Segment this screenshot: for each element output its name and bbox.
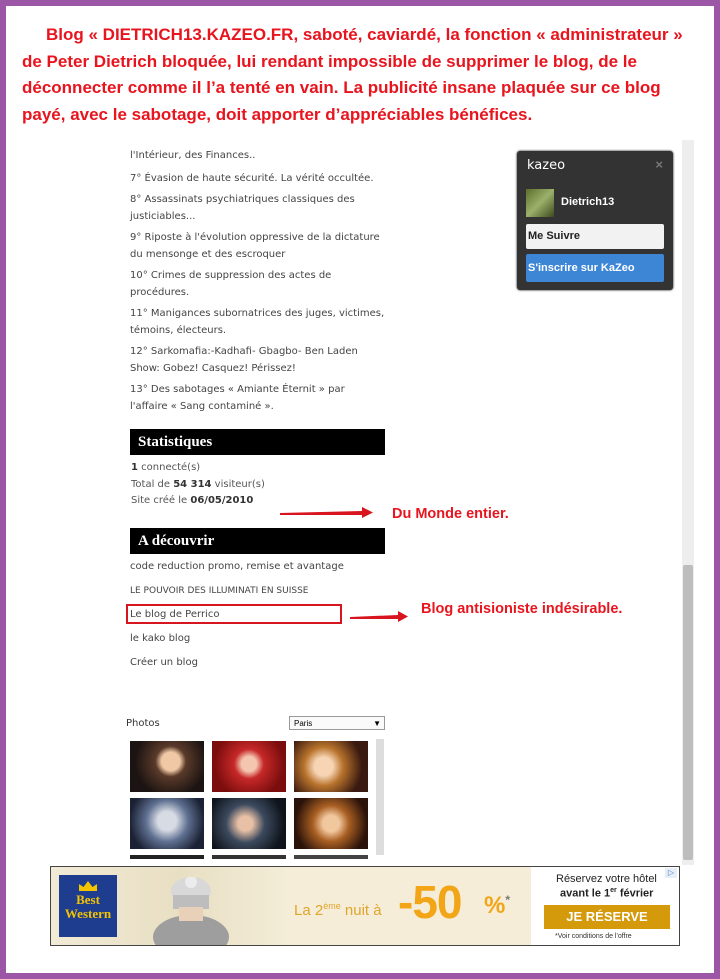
kazeo-username[interactable]: Dietrich13 (561, 196, 615, 208)
photo-thumb[interactable] (212, 798, 286, 849)
photo-thumb[interactable] (294, 855, 368, 859)
adchoices-icon[interactable]: ▷ (665, 868, 677, 878)
discover-header: A découvrir (130, 528, 385, 554)
sidebar-item[interactable]: 8° Assassinats psychiatriques classiques des justiciables... (130, 194, 355, 222)
arrow-blog (348, 609, 410, 625)
photos-city-value: Paris (294, 719, 313, 728)
percent-sign: % (484, 892, 506, 919)
connected-line (131, 460, 385, 477)
discover-link[interactable]: code reduction promo, remise et avantage (130, 560, 344, 572)
visitors-suffix: visiteur(s) (211, 478, 265, 490)
kazeo-logo: kazeo (527, 158, 566, 173)
logo-line2: Western (64, 906, 112, 921)
logo-line1: Best (76, 892, 100, 907)
headline-text: Blog « DIETRICH13.KAZEO.FR, saboté, caviardé, la fonction « administrateur » de Peter Dietrich bloquée, lui rendant impossible de supprimer le blog, de le déconnecter comme il l’a tenté en vain. La publicité insane plaquée sur ce blog payé, avec le sabotage, doit apporter d’appréciables bénéfices. (22, 25, 683, 124)
photo-thumb[interactable] (212, 855, 286, 859)
sidebar-column (130, 140, 385, 671)
sidebar-item[interactable]: 7° Évasion de haute sécurité. La vérité occultée. (130, 173, 374, 184)
reserve-text: Réservez votre hôtel (556, 873, 657, 885)
discover-link[interactable]: le kako blog (130, 632, 191, 644)
scrollbar-thumb[interactable] (683, 565, 693, 860)
ad-banner[interactable] (50, 866, 680, 946)
crown-icon (79, 881, 97, 891)
chevron-down-icon: ▼ (373, 719, 381, 728)
connected-label: connecté(s) (137, 462, 201, 473)
sidebar-item[interactable]: 12° Sarkomafia:-Kadhafi- Gbagbo- Ben Laden Show: Gobez! Casquez! Périssez! (130, 346, 358, 374)
follow-button[interactable]: Me Suivre (526, 224, 664, 249)
visitors-line (131, 477, 385, 494)
photo-thumb[interactable] (294, 741, 368, 792)
stats-block (131, 460, 385, 510)
visitors-count: 54 314 (173, 478, 212, 490)
promo-text (294, 901, 382, 919)
close-icon[interactable]: × (655, 157, 663, 172)
kazeo-widget (517, 151, 673, 290)
reserve-button[interactable]: JE RÉSERVE (544, 905, 670, 929)
sidebar-item[interactable]: 9° Riposte à l'évolution oppressive de la dictature du mensonge et des escroquer (130, 232, 380, 260)
deadline-text (560, 887, 653, 900)
promo-sup: ème (323, 901, 341, 911)
page-scrollbar[interactable] (682, 140, 694, 865)
arrow-world (278, 505, 374, 521)
promo-prefix: La 2 (294, 902, 324, 919)
discount-percent (484, 892, 510, 920)
ad-image-zone (51, 867, 286, 945)
photos-label: Photos (126, 718, 160, 729)
deadline-sup: er (610, 887, 617, 894)
annotation-world: Du Monde entier. (392, 506, 509, 522)
photos-header (126, 716, 385, 732)
sidebar-item[interactable]: l'Intérieur, des Finances.. (130, 150, 256, 161)
promo-suffix: nuit à (340, 902, 382, 919)
person-with-hat-icon (151, 877, 231, 945)
sidebar-item[interactable]: 11° Manigances subornatrices des juges, victimes, témoins, électeurs. (130, 308, 385, 336)
connected-count: 1 (131, 462, 138, 473)
ad-promo-zone (286, 867, 531, 945)
deadline-prefix: avant le 1 (560, 887, 611, 900)
annotation-antizionist: Blog antisioniste indésirable. (421, 601, 623, 617)
sidebar-item[interactable]: 13° Des sabotages « Amiante Éternit » par l'affaire « Sang contaminé ». (130, 384, 345, 412)
sidebar-item[interactable]: 10° Crimes de suppression des actes de procédures. (130, 270, 332, 298)
discount-value: -50 (398, 876, 462, 928)
stats-header: Statistiques (130, 429, 385, 455)
signup-button[interactable]: S'inscrire sur KaZeo (526, 254, 664, 282)
photos-scrollbar[interactable] (376, 739, 384, 855)
discover-link-illuminati[interactable]: LE POUVOIR DES ILLUMINATI EN SUISSE (130, 585, 309, 596)
photos-city-select[interactable] (289, 716, 385, 730)
created-date: 06/05/2010 (190, 495, 254, 506)
photo-thumb[interactable] (130, 741, 204, 792)
ad-cta-zone (531, 867, 679, 945)
discover-link[interactable]: Le blog de Perrico (130, 608, 220, 620)
highlight-box (126, 604, 342, 624)
photo-thumb[interactable] (130, 798, 204, 849)
best-western-logo (59, 875, 117, 937)
promo-star: * (505, 893, 511, 907)
visitors-prefix: Total de (131, 478, 174, 490)
discover-link[interactable]: Créer un blog (130, 656, 198, 668)
photo-thumb[interactable] (294, 798, 368, 849)
photo-thumb[interactable] (212, 741, 286, 792)
conditions-link[interactable]: *Voir conditions de l'offre (555, 933, 632, 940)
deadline-suffix: février (616, 887, 654, 900)
created-prefix: Site créé le (131, 495, 191, 506)
photo-thumb[interactable] (130, 855, 204, 859)
avatar[interactable] (526, 189, 554, 217)
